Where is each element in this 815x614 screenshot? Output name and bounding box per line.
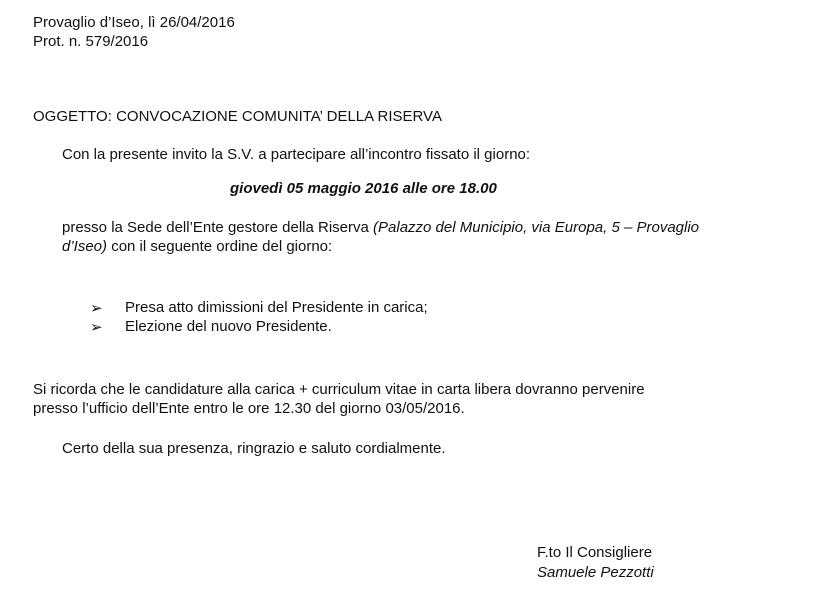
venue-location-2: d’Iseo)	[62, 238, 108, 255]
intro-text: Con la presente invito la S.V. a partecipare all’incontro fissato il giorno:	[62, 146, 531, 163]
meeting-date: giovedì 05 maggio 2016 alle ore 18.00	[230, 180, 497, 197]
venue-location-1: (Palazzo del Municipio, via Europa, 5 – Provaglio	[373, 219, 700, 236]
venue-line-2	[62, 238, 332, 256]
venue-line-1	[62, 219, 699, 237]
venue-suffix: con il seguente ordine del giorno:	[107, 238, 333, 255]
agenda-item: Elezione del nuovo Presidente.	[125, 318, 332, 335]
arrow-bullet-icon: ➢	[90, 318, 103, 336]
closing-text: Certo della sua presenza, ringrazio e saluto cordialmente.	[62, 440, 446, 457]
place-date: Provaglio d’Iseo, lì 26/04/2016	[33, 14, 235, 31]
subject-line: OGGETTO: CONVOCAZIONE COMUNITA’ DELLA RISERVA	[33, 108, 442, 125]
venue-prefix: presso la Sede dell’Ente gestore della Riserva	[62, 219, 374, 236]
agenda-item: Presa atto dimissioni del Presidente in carica;	[125, 299, 428, 316]
reminder-line-2: presso l’ufficio dell’Ente entro le ore 12.30 del giorno 03/05/2016.	[33, 400, 465, 417]
reminder-line-1: Si ricorda che le candidature alla carica + curriculum vitae in carta libera dovranno pervenire	[33, 381, 645, 398]
signature-role: F.to Il Consigliere	[537, 544, 653, 561]
protocol-number: Prot. n. 579/2016	[33, 33, 149, 50]
signature-name: Samuele Pezzotti	[537, 564, 654, 581]
arrow-bullet-icon: ➢	[90, 299, 103, 317]
